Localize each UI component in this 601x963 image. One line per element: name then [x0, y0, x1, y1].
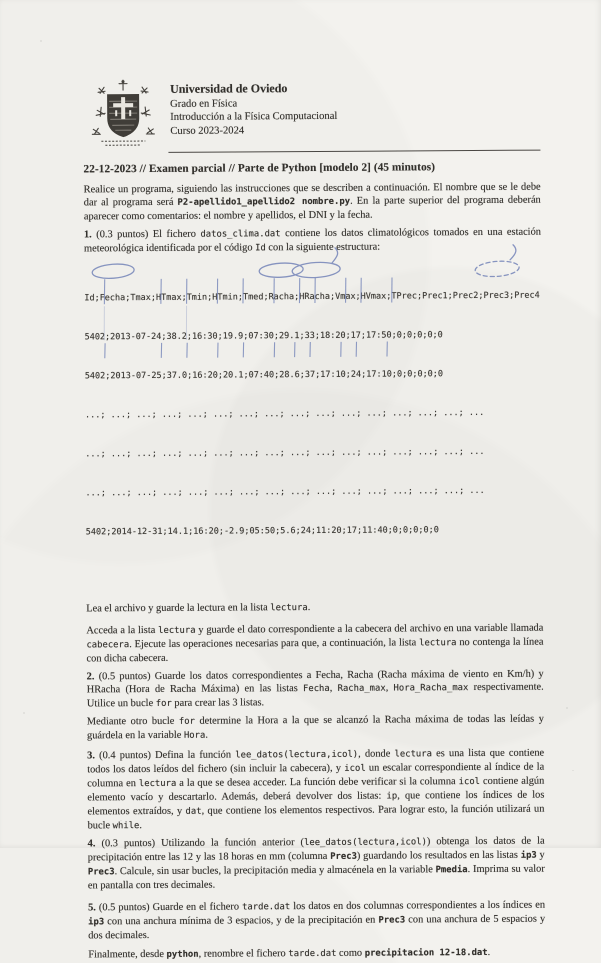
pen-circle-prec3: [475, 260, 520, 278]
scanned-exam-page: [83, 79, 545, 963]
intro-paragraph: Realice un programa, siguiendo las instrucciones que se describen a continuación. El nombre que se le debe dar al programa será P2-apellido1_apellido2 nombre.py. En la parte superior del programa deberán aparecer como comentarios: el nombre y apellidos, el DNI y la fecha.: [84, 181, 541, 224]
academic-year: Curso 2023-2024: [170, 124, 337, 139]
question-2-continued: Mediante otro bucle for determine la Hora a la que se alcanzó la Racha máxima de todas las leídas y guárdela en la variable Hora.: [87, 713, 544, 744]
data-row: 5402;2014-12-31;14.1;16:20;-2.9;05:50;5.6;24;11:20;17;11:40;0;0;0;0;0: [86, 524, 543, 540]
data-row: 5402;2013-07-25;37.0;16:20;20.1;07:40;28.6;37;17:10;24;17:10;0;0;0;0;0: [85, 368, 542, 384]
final-paragraph: Finalmente, desde python, renombre el fichero tarde.dat como precipitacion 12-18.dat.: [88, 946, 545, 963]
degree-name: Grado en Física: [170, 96, 337, 111]
data-ellipsis-row: ...; ...; ...; ...; ...; ...; ...; ...; ...; ...; ...; ...; ...; ...; ...; ...: [85, 485, 542, 501]
data-ellipsis-row: ...; ...; ...; ...; ...; ...; ...; ...; ...; ...; ...; ...; ...; ...; ...; ...: [85, 446, 542, 462]
document-header: [83, 79, 540, 150]
pen-circle-hracha: [292, 261, 341, 279]
pen-ticks-last-row: [105, 342, 388, 359]
university-logo: [87, 79, 159, 149]
question-5: 5. (0.5 puntos) Guarde en el fichero tarde.dat los datos en dos columnas correspondientes a los índices en ip3 con una anchura mínima de 3 espacios, y de la precipitación en Prec3 con una anchura de 5 espacios y dos decimales.: [88, 899, 545, 943]
header-variable-paragraph: Acceda a la lista lectura y guarde el dato correspondiente a la cabecera del archivo en una variable llamada cabecera. Ejecute las operaciones necesarias para que, a continuación, la lista lectura no contenga la línea con dicha cabecera.: [86, 622, 543, 666]
university-name: Universidad de Oviedo: [170, 82, 337, 97]
data-file-listing: [84, 264, 543, 592]
question-4: 4. (0.3 puntos) Utilizando la función anterior (lee_datos(lectura,icol)) obtenga los datos de la precipitación entre las 12 y las 18 horas en mm (columna Prec3) guardando los resultados en las listas ip3 y Prec3. Calcule, sin usar bucles, la precipitación media y almacénela en la variable Pmedia. Imprima su valor en pantalla con tres decimales.: [88, 835, 545, 893]
data-row: 5402;2013-07-24;38.2;16:30;19.9;07:30;29.1;33;18:20;17;17:50;0;0;0;0;0: [85, 329, 542, 345]
pen-circle-racha: [259, 262, 304, 279]
question-3: 3. (0.4 puntos) Defina la función lee_datos(lectura,icol), donde lectura es una lista que contiene todos los datos leídos del fichero (sin incluir la cabecera), y icol un escalar correspondiente al índice de la columna en lectura a la que se desea acceder. La función debe verificar si la columna icol contiene algún elemento vacío y descartarlo. Además, deberá devolver dos listas: ip, que contiene los índices de los elementos extraídos, y dat, que contiene los elementos respectivos. Para lograr esto, la función utilizará un bucle while.: [87, 747, 545, 834]
question-1: 1. (0.3 puntos) El fichero datos_clima.dat contiene los datos climatológicos tomados en una estación meteorológica identificada por el código Id con la siguiente estructura:: [84, 226, 541, 257]
data-ellipsis-row: ...; ...; ...; ...; ...; ...; ...; ...; ...; ...; ...; ...; ...; ...; ...; ...: [85, 407, 542, 423]
question-2: 2. (0.5 puntos) Guarde los datos correspondientes a Fecha, Racha (Racha máxima de viento en Km/h) y HRacha (Hora de Racha Máxima) en las listas Fecha, Racha_max, Hora_Racha_max respectivamente. Utilice un bucle for para crear las 3 listas.: [87, 668, 544, 712]
read-file-paragraph: Lea el archivo y guarde la lectura en la lista lectura.: [86, 600, 543, 617]
course-name: Introducción a la Física Computacional: [170, 110, 337, 125]
header-divider: [168, 150, 540, 154]
exam-title: 22-12-2023 // Examen parcial // Parte de Python [modelo 2] (45 minutos): [84, 161, 541, 176]
pen-circle-fecha: [92, 263, 135, 280]
data-header-line: Id;Fecha;Tmax;HTmax;Tmin;HTmin;Tmed;Racha;HRacha;Vmax;HVmax;TPrec;Prec1;Prec2;Prec3;Prec4: [84, 290, 541, 306]
